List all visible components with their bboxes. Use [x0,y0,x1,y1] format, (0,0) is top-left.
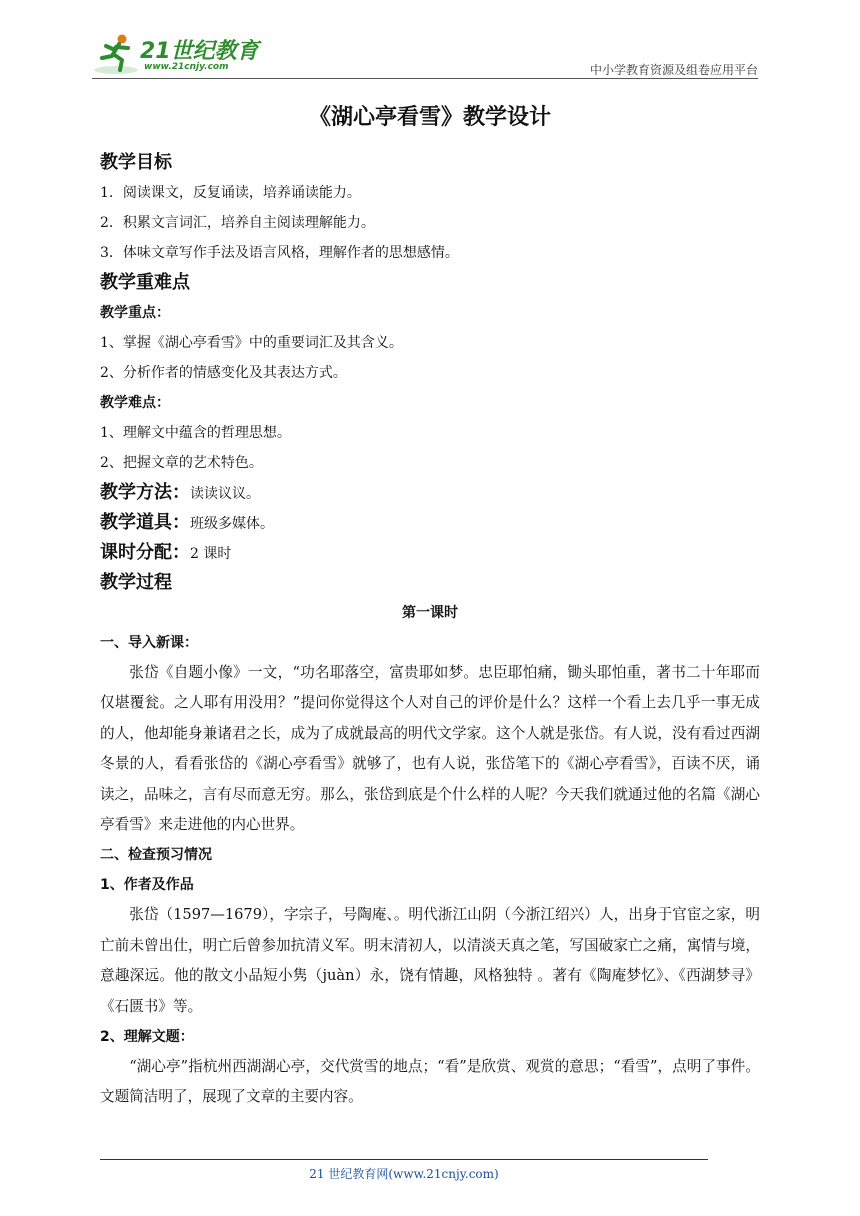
tools-label: 教学道具： [100,512,190,533]
footer-divider [100,1159,708,1160]
section1-text: 张岱《自题小像》一文，“功名耶落空，富贵耶如梦。忠臣耶怕痛，锄头耶怕重，著书二十年耶而仅堪覆瓮。之人耶有用没用？”提问你觉得这个人对自己的评价是什么？这样一个看上去几乎一事无成的人，他却能身兼诸君之长，成为了成就最高的明代文学家。这个人就是张岱。有人说，没有看过西湖冬景的人，看看张岱的《湖心亭看雪》就够了，也有人说，张岱笔下的《湖心亭看雪》，百读不厌，诵读之，品味之，言有尽而意无穷。那么，张岱到底是个什么样的人呢？今天我们就通过他的名篇《湖心亭看雪》来走进他的内心世界。 [100,664,760,834]
key-points-heading: 教学重难点 [100,272,190,293]
runner-logo-icon [92,32,140,76]
logo-url: www.21cnjy.com [144,62,229,72]
objectives-heading: 教学目标 [100,152,172,173]
focus-item: 1、掌握《湖心亭看雪》中的重要词汇及其含义。 [100,335,403,351]
focus-label: 教学重点： [100,305,170,321]
method-value: 读读议议。 [190,486,260,502]
author-text: 张岱（1597—1679），字宗子，号陶庵、。明代浙江山阴（今浙江绍兴）人，出身于官宦之家，明亡前未曾出仕，明亡后曾参加抗清义军。明末清初人，以清淡天真之笔，写国破家亡之痛，寓情与境，意趣深远。他的散文小品短小隽（juàn）永，饶有情趣，风格独特 。著有《陶庵梦忆》、《西湖梦寻》《石匮书》等。 [100,906,760,1015]
page-header [92,30,758,80]
document-title: 《湖心亭看雪》教学设计 [308,105,551,130]
title-analysis-heading: 2、理解文题： [100,1029,194,1046]
tools-value: 班级多媒体。 [190,516,274,532]
difficulty-label: 教学难点： [100,395,170,411]
site-logo[interactable] [92,30,272,78]
document-body [100,102,760,1113]
tools-row [100,508,760,538]
method-row [100,478,760,508]
hours-row [100,538,760,568]
platform-name: 中小学教育资源及组卷应用平台 [589,63,758,77]
page-footer[interactable]: 21 世纪教育网(www.21cnjy.com) [309,1167,499,1181]
author-heading: 1、作者及作品 [100,877,194,894]
process-heading: 教学过程 [100,572,172,593]
objective-item: 1．阅读课文，反复诵读，培养诵读能力。 [100,185,361,201]
logo-text: 21世纪教育 [140,39,259,64]
objective-item: 3．体味文章写作手法及语言风格，理解作者的思想感情。 [100,245,459,261]
header-divider [92,78,758,79]
hours-label: 课时分配： [100,542,190,563]
difficulty-item: 1、理解文中蕴含的哲理思想。 [100,425,291,441]
focus-item: 2、分析作者的情感变化及其表达方式。 [100,365,347,381]
lesson-title: 第一课时 [402,605,458,621]
title-analysis-text: “湖心亭”指杭州西湖湖心亭，交代赏雪的地点；“看”是欣赏、观赏的意思；“看雪”，点明了事件。文题简洁明了，展现了文章的主要内容。 [100,1058,760,1106]
method-label: 教学方法： [100,482,190,503]
difficulty-item: 2、把握文章的艺术特色。 [100,455,263,471]
section2-heading: 二、检查预习情况 [100,847,212,864]
hours-value: 2 课时 [190,546,232,562]
objective-item: 2．积累文言词汇，培养自主阅读理解能力。 [100,215,375,231]
section1-heading: 一、导入新课： [100,635,198,651]
